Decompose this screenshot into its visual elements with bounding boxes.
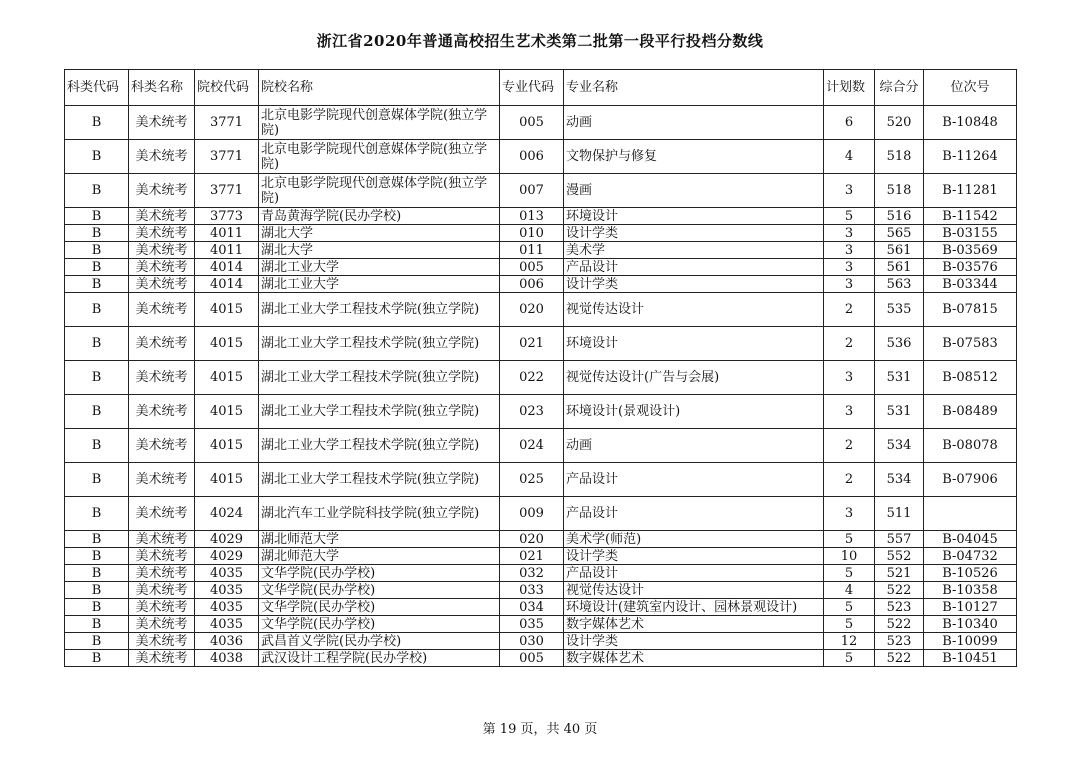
major-name-cell: 环境设计 xyxy=(564,327,824,361)
school-name-cell: 湖北工业大学工程技术学院(独立学院) xyxy=(259,361,500,395)
school-name-cell: 湖北工业大学 xyxy=(259,276,500,293)
header-cell: 位次号 xyxy=(924,70,1017,106)
total-score-cell: 561 xyxy=(875,242,924,259)
table-row xyxy=(65,259,1017,276)
rank-cell: B-04045 xyxy=(924,531,1017,548)
major-name-cell: 产品设计 xyxy=(564,497,824,531)
major-name-cell: 设计学类 xyxy=(564,225,824,242)
major-name-cell: 产品设计 xyxy=(564,565,824,582)
table-row xyxy=(65,242,1017,259)
school-name-cell: 武昌首义学院(民办学校) xyxy=(259,633,500,650)
rank-cell: B-07906 xyxy=(924,463,1017,497)
rank-cell: B-11281 xyxy=(924,174,1017,208)
rank-cell: B-11542 xyxy=(924,208,1017,225)
rank-cell xyxy=(924,497,1017,531)
total-score-cell: 535 xyxy=(875,293,924,327)
major-name-cell: 漫画 xyxy=(564,174,824,208)
page-footer xyxy=(0,718,1080,737)
school-name-cell: 湖北师范大学 xyxy=(259,548,500,565)
major-name-cell: 视觉传达设计 xyxy=(564,293,824,327)
rank-cell: B-10358 xyxy=(924,582,1017,599)
school-name-cell: 北京电影学院现代创意媒体学院(独立学院) xyxy=(259,140,500,174)
major-code-cell: 025 xyxy=(500,463,564,497)
major-code-cell: 022 xyxy=(500,361,564,395)
total-score-cell: 557 xyxy=(875,531,924,548)
category-code-cell: B xyxy=(65,565,129,582)
table-row xyxy=(65,650,1017,667)
category-code-cell: B xyxy=(65,242,129,259)
total-score-cell: 534 xyxy=(875,463,924,497)
category-code-cell: B xyxy=(65,650,129,667)
major-code-cell: 005 xyxy=(500,259,564,276)
school-code-cell: 4035 xyxy=(195,616,259,633)
category-code-cell: B xyxy=(65,276,129,293)
category-name-cell: 美术统考 xyxy=(129,463,195,497)
school-code-cell: 4014 xyxy=(195,259,259,276)
plan-count-cell: 2 xyxy=(824,327,875,361)
major-code-cell: 005 xyxy=(500,106,564,140)
total-score-cell: 518 xyxy=(875,140,924,174)
major-code-cell: 005 xyxy=(500,650,564,667)
major-code-cell: 013 xyxy=(500,208,564,225)
category-name-cell: 美术统考 xyxy=(129,616,195,633)
major-code-cell: 006 xyxy=(500,276,564,293)
page-number: 19 xyxy=(499,722,517,737)
table-header-row xyxy=(65,70,1017,106)
table-row xyxy=(65,106,1017,140)
table-row xyxy=(65,616,1017,633)
table-row xyxy=(65,293,1017,327)
school-name-cell: 湖北工业大学工程技术学院(独立学院) xyxy=(259,395,500,429)
category-code-cell: B xyxy=(65,395,129,429)
category-code-cell: B xyxy=(65,208,129,225)
plan-count-cell: 2 xyxy=(824,429,875,463)
total-score-cell: 522 xyxy=(875,650,924,667)
major-code-cell: 023 xyxy=(500,395,564,429)
rank-cell: B-08078 xyxy=(924,429,1017,463)
plan-count-cell: 6 xyxy=(824,106,875,140)
category-code-cell: B xyxy=(65,463,129,497)
plan-count-cell: 5 xyxy=(824,208,875,225)
table-row xyxy=(65,582,1017,599)
category-code-cell: B xyxy=(65,548,129,565)
major-code-cell: 032 xyxy=(500,565,564,582)
major-name-cell: 设计学类 xyxy=(564,633,824,650)
rank-cell: B-10127 xyxy=(924,599,1017,616)
table-row xyxy=(65,140,1017,174)
major-code-cell: 020 xyxy=(500,293,564,327)
header-cell: 院校代码 xyxy=(195,70,259,106)
major-code-cell: 006 xyxy=(500,140,564,174)
page-mid: 页，共 xyxy=(520,722,560,737)
plan-count-cell: 5 xyxy=(824,616,875,633)
header-cell: 综合分 xyxy=(875,70,924,106)
major-code-cell: 034 xyxy=(500,599,564,616)
plan-count-cell: 3 xyxy=(824,276,875,293)
school-code-cell: 4011 xyxy=(195,242,259,259)
category-name-cell: 美术统考 xyxy=(129,497,195,531)
category-code-cell: B xyxy=(65,293,129,327)
major-code-cell: 035 xyxy=(500,616,564,633)
category-name-cell: 美术统考 xyxy=(129,140,195,174)
school-name-cell: 湖北工业大学工程技术学院(独立学院) xyxy=(259,463,500,497)
school-name-cell: 武汉设计工程学院(民办学校) xyxy=(259,650,500,667)
major-name-cell: 数字媒体艺术 xyxy=(564,616,824,633)
major-code-cell: 021 xyxy=(500,327,564,361)
rank-cell: B-10848 xyxy=(924,106,1017,140)
header-cell: 专业名称 xyxy=(564,70,824,106)
category-name-cell: 美术统考 xyxy=(129,208,195,225)
school-name-cell: 湖北工业大学工程技术学院(独立学院) xyxy=(259,327,500,361)
school-code-cell: 3771 xyxy=(195,106,259,140)
category-name-cell: 美术统考 xyxy=(129,174,195,208)
category-name-cell: 美术统考 xyxy=(129,633,195,650)
major-name-cell: 设计学类 xyxy=(564,548,824,565)
table-row xyxy=(65,395,1017,429)
category-name-cell: 美术统考 xyxy=(129,276,195,293)
major-name-cell: 环境设计 xyxy=(564,208,824,225)
category-name-cell: 美术统考 xyxy=(129,531,195,548)
category-code-cell: B xyxy=(65,599,129,616)
major-name-cell: 设计学类 xyxy=(564,276,824,293)
category-name-cell: 美术统考 xyxy=(129,565,195,582)
major-code-cell: 011 xyxy=(500,242,564,259)
school-name-cell: 北京电影学院现代创意媒体学院(独立学院) xyxy=(259,174,500,208)
table-row xyxy=(65,276,1017,293)
total-score-cell: 561 xyxy=(875,259,924,276)
category-name-cell: 美术统考 xyxy=(129,259,195,276)
school-code-cell: 4015 xyxy=(195,327,259,361)
major-name-cell: 文物保护与修复 xyxy=(564,140,824,174)
school-code-cell: 4038 xyxy=(195,650,259,667)
school-code-cell: 4015 xyxy=(195,361,259,395)
total-score-cell: 516 xyxy=(875,208,924,225)
school-name-cell: 湖北工业大学工程技术学院(独立学院) xyxy=(259,429,500,463)
major-name-cell: 美术学 xyxy=(564,242,824,259)
category-name-cell: 美术统考 xyxy=(129,395,195,429)
school-name-cell: 湖北汽车工业学院科技学院(独立学院) xyxy=(259,497,500,531)
total-score-cell: 511 xyxy=(875,497,924,531)
major-code-cell: 024 xyxy=(500,429,564,463)
table-row xyxy=(65,531,1017,548)
total-score-cell: 565 xyxy=(875,225,924,242)
total-score-cell: 521 xyxy=(875,565,924,582)
total-score-cell: 534 xyxy=(875,429,924,463)
school-code-cell: 4035 xyxy=(195,565,259,582)
category-name-cell: 美术统考 xyxy=(129,548,195,565)
rank-cell: B-08489 xyxy=(924,395,1017,429)
category-code-cell: B xyxy=(65,582,129,599)
school-name-cell: 文华学院(民办学校) xyxy=(259,616,500,633)
table-row xyxy=(65,599,1017,616)
total-score-cell: 563 xyxy=(875,276,924,293)
plan-count-cell: 2 xyxy=(824,293,875,327)
school-code-cell: 3771 xyxy=(195,174,259,208)
rank-cell: B-03576 xyxy=(924,259,1017,276)
total-score-cell: 522 xyxy=(875,582,924,599)
category-name-cell: 美术统考 xyxy=(129,599,195,616)
category-name-cell: 美术统考 xyxy=(129,225,195,242)
table-row xyxy=(65,361,1017,395)
category-code-cell: B xyxy=(65,497,129,531)
school-code-cell: 4011 xyxy=(195,225,259,242)
category-name-cell: 美术统考 xyxy=(129,582,195,599)
school-code-cell: 4024 xyxy=(195,497,259,531)
plan-count-cell: 2 xyxy=(824,463,875,497)
major-code-cell: 030 xyxy=(500,633,564,650)
major-name-cell: 视觉传达设计 xyxy=(564,582,824,599)
plan-count-cell: 12 xyxy=(824,633,875,650)
school-code-cell: 4015 xyxy=(195,395,259,429)
major-code-cell: 009 xyxy=(500,497,564,531)
school-code-cell: 4015 xyxy=(195,429,259,463)
category-code-cell: B xyxy=(65,633,129,650)
school-code-cell: 4015 xyxy=(195,293,259,327)
category-code-cell: B xyxy=(65,531,129,548)
category-name-cell: 美术统考 xyxy=(129,106,195,140)
school-code-cell: 4014 xyxy=(195,276,259,293)
plan-count-cell: 4 xyxy=(824,582,875,599)
school-name-cell: 文华学院(民办学校) xyxy=(259,565,500,582)
rank-cell: B-03344 xyxy=(924,276,1017,293)
category-name-cell: 美术统考 xyxy=(129,361,195,395)
major-name-cell: 动画 xyxy=(564,429,824,463)
rank-cell: B-10451 xyxy=(924,650,1017,667)
school-name-cell: 文华学院(民办学校) xyxy=(259,582,500,599)
category-name-cell: 美术统考 xyxy=(129,327,195,361)
school-code-cell: 3771 xyxy=(195,140,259,174)
school-code-cell: 4036 xyxy=(195,633,259,650)
total-score-cell: 520 xyxy=(875,106,924,140)
rank-cell: B-03569 xyxy=(924,242,1017,259)
school-name-cell: 湖北大学 xyxy=(259,225,500,242)
plan-count-cell: 3 xyxy=(824,174,875,208)
total-score-cell: 523 xyxy=(875,633,924,650)
table-row xyxy=(65,497,1017,531)
plan-count-cell: 3 xyxy=(824,497,875,531)
school-name-cell: 湖北大学 xyxy=(259,242,500,259)
major-code-cell: 020 xyxy=(500,531,564,548)
plan-count-cell: 3 xyxy=(824,395,875,429)
plan-count-cell: 5 xyxy=(824,599,875,616)
header-cell: 科类名称 xyxy=(129,70,195,106)
category-code-cell: B xyxy=(65,140,129,174)
total-score-cell: 536 xyxy=(875,327,924,361)
category-code-cell: B xyxy=(65,174,129,208)
school-code-cell: 4035 xyxy=(195,599,259,616)
major-code-cell: 021 xyxy=(500,548,564,565)
plan-count-cell: 5 xyxy=(824,650,875,667)
plan-count-cell: 5 xyxy=(824,531,875,548)
category-code-cell: B xyxy=(65,429,129,463)
rank-cell: B-11264 xyxy=(924,140,1017,174)
major-name-cell: 视觉传达设计(广告与会展) xyxy=(564,361,824,395)
table-row xyxy=(65,633,1017,650)
table-body xyxy=(65,106,1017,667)
category-code-cell: B xyxy=(65,106,129,140)
table-row xyxy=(65,463,1017,497)
header-cell: 专业代码 xyxy=(500,70,564,106)
plan-count-cell: 3 xyxy=(824,242,875,259)
major-name-cell: 环境设计(建筑室内设计、园林景观设计) xyxy=(564,599,824,616)
plan-count-cell: 3 xyxy=(824,259,875,276)
major-code-cell: 010 xyxy=(500,225,564,242)
header-cell: 计划数 xyxy=(824,70,875,106)
rank-cell: B-10099 xyxy=(924,633,1017,650)
plan-count-cell: 4 xyxy=(824,140,875,174)
table-row xyxy=(65,565,1017,582)
school-code-cell: 4035 xyxy=(195,582,259,599)
school-name-cell: 青岛黄海学院(民办学校) xyxy=(259,208,500,225)
rank-cell: B-08512 xyxy=(924,361,1017,395)
category-name-cell: 美术统考 xyxy=(129,429,195,463)
school-name-cell: 湖北师范大学 xyxy=(259,531,500,548)
page-total: 40 xyxy=(563,722,581,737)
table-row xyxy=(65,429,1017,463)
rank-cell: B-03155 xyxy=(924,225,1017,242)
header-cell: 科类代码 xyxy=(65,70,129,106)
total-score-cell: 518 xyxy=(875,174,924,208)
table-row xyxy=(65,327,1017,361)
school-name-cell: 文华学院(民办学校) xyxy=(259,599,500,616)
category-name-cell: 美术统考 xyxy=(129,293,195,327)
major-name-cell: 数字媒体艺术 xyxy=(564,650,824,667)
category-code-cell: B xyxy=(65,259,129,276)
rank-cell: B-04732 xyxy=(924,548,1017,565)
total-score-cell: 531 xyxy=(875,395,924,429)
total-score-cell: 522 xyxy=(875,616,924,633)
rank-cell: B-10526 xyxy=(924,565,1017,582)
major-name-cell: 环境设计(景观设计) xyxy=(564,395,824,429)
total-score-cell: 523 xyxy=(875,599,924,616)
table-row xyxy=(65,548,1017,565)
page-title: 浙江省2020年普通高校招生艺术类第二批第一段平行投档分数线 xyxy=(316,32,764,50)
major-code-cell: 007 xyxy=(500,174,564,208)
school-code-cell: 4029 xyxy=(195,548,259,565)
school-name-cell: 北京电影学院现代创意媒体学院(独立学院) xyxy=(259,106,500,140)
header-cell: 院校名称 xyxy=(259,70,500,106)
school-name-cell: 湖北工业大学 xyxy=(259,259,500,276)
school-code-cell: 4029 xyxy=(195,531,259,548)
major-code-cell: 033 xyxy=(500,582,564,599)
major-name-cell: 美术学(师范) xyxy=(564,531,824,548)
rank-cell: B-10340 xyxy=(924,616,1017,633)
plan-count-cell: 5 xyxy=(824,565,875,582)
school-name-cell: 湖北工业大学工程技术学院(独立学院) xyxy=(259,293,500,327)
category-code-cell: B xyxy=(65,361,129,395)
category-name-cell: 美术统考 xyxy=(129,650,195,667)
major-name-cell: 产品设计 xyxy=(564,463,824,497)
major-name-cell: 产品设计 xyxy=(564,259,824,276)
category-code-cell: B xyxy=(65,225,129,242)
major-name-cell: 动画 xyxy=(564,106,824,140)
page-prefix: 第 xyxy=(482,722,496,737)
table-row xyxy=(65,208,1017,225)
rank-cell: B-07815 xyxy=(924,293,1017,327)
table-row xyxy=(65,174,1017,208)
rank-cell: B-07583 xyxy=(924,327,1017,361)
page-suffix: 页 xyxy=(584,722,598,737)
total-score-cell: 531 xyxy=(875,361,924,395)
category-code-cell: B xyxy=(65,327,129,361)
score-table xyxy=(64,69,1017,667)
category-code-cell: B xyxy=(65,616,129,633)
table-row xyxy=(65,225,1017,242)
plan-count-cell: 3 xyxy=(824,361,875,395)
school-code-cell: 4015 xyxy=(195,463,259,497)
total-score-cell: 552 xyxy=(875,548,924,565)
plan-count-cell: 10 xyxy=(824,548,875,565)
category-name-cell: 美术统考 xyxy=(129,242,195,259)
school-code-cell: 3773 xyxy=(195,208,259,225)
plan-count-cell: 3 xyxy=(824,225,875,242)
